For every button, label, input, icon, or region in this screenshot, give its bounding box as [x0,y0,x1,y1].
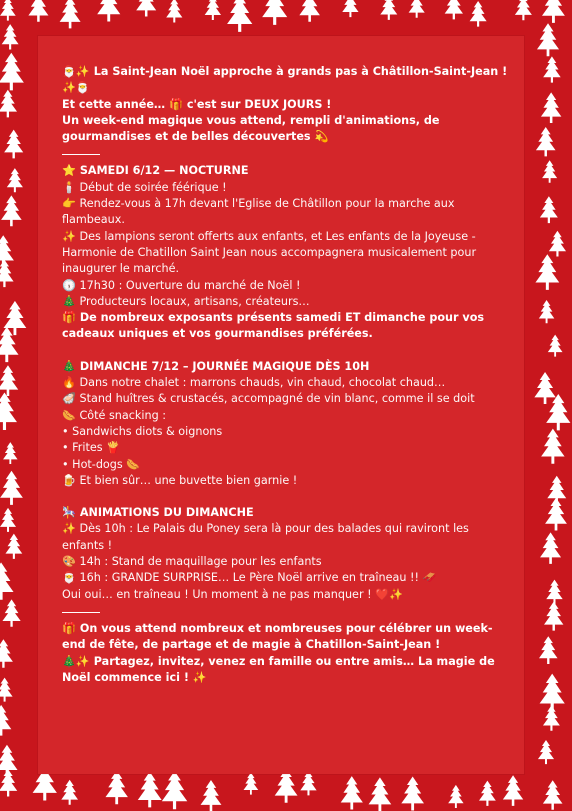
intro-line-1: 🎅✨ La Saint-Jean Noël approche à grands pas à Châtillon-Saint-Jean ! ✨🎅 [62,65,508,95]
tree-icon [105,770,127,804]
tree-icon [205,0,221,20]
tree-icon [341,776,363,809]
tree-icon [539,300,555,323]
animations-item: Oui oui… en traîneau ! Un moment à ne pas manquer ! ❤️✨ [62,587,403,601]
animations-item: 🎅 16h : GRANDE SURPRISE… Le Père Noël arrive en traîneau !! 🛷 [62,571,437,585]
tree-icon [0,769,17,796]
tree-icon [0,260,14,288]
tree-icon [28,0,48,22]
tree-icon [541,92,561,123]
dimanche-item: 🍺 Et bien sûr… une buvette bien garnie ! [62,473,298,487]
divider [62,154,100,155]
tree-icon [546,580,562,605]
tree-icon [470,1,487,27]
tree-icon [60,0,81,28]
intro-line-2: Et cette année… 🎁 c'est sur DEUX JOURS ! [62,97,332,111]
tree-icon [162,771,188,809]
tree-icon [97,0,120,21]
tree-icon [409,0,425,18]
divider [62,612,100,613]
tree-icon [540,196,558,223]
tree-icon [515,0,532,20]
tree-icon [542,160,557,183]
tree-icon [61,780,78,805]
tree-icon [546,394,570,430]
samedi-title: ⭐ SAMEDI 6/12 — NOCTURNE [62,164,249,178]
tree-icon [0,90,17,118]
tree-icon [0,639,13,667]
tree-icon [0,562,14,599]
samedi-item: 👉 Rendez-vous à 17h devant l'Eglise de Châtillon pour la marche aux flambeaux. [62,197,455,227]
dimanche-item: • Sandwichs diots & oignons [62,424,223,438]
tree-icon [479,781,496,806]
intro-line-3: Un week-end magique vous attend, rempli d'animations, de gourmandises et de belles découvertes 💫 [62,113,440,144]
tree-icon [543,780,563,809]
dimanche-title: 🎄 DIMANCHE 7/12 – JOURNÉE MAGIQUE DÈS 10H [62,359,370,373]
dimanche-item: • Frites 🍟 [62,441,121,455]
tree-icon [2,599,20,626]
animations-item: ✨ Dès 10h : Le Palais du Poney sera là pour des balades qui raviront les enfants ! [62,522,469,552]
tree-icon [544,602,563,631]
tree-icon [166,0,182,23]
animations-item: 🎨 14h : Stand de maquillage pour les enfants [62,555,322,569]
tree-icon [4,130,23,159]
tree-icon [535,254,559,290]
samedi-item: 🎄 Producteurs locaux, artisans, créateurs… [62,294,310,308]
tree-icon [7,168,23,192]
tree-icon [0,471,23,505]
samedi-item: 🕯️ Début de soirée féérique ! [62,180,227,194]
tree-icon [342,0,358,17]
dimanche-item: • Hot-dogs 🌭 [62,457,141,471]
announcement-text [62,64,512,686]
dimanche-item: 🌭 Côté snacking : [62,408,166,422]
tree-icon [227,0,252,32]
tree-icon [244,773,259,795]
tree-icon [542,0,565,23]
tree-icon [201,780,222,811]
tree-icon [0,678,13,702]
animations-title: 🎠 ANIMATIONS DU DIMANCHE [62,506,254,520]
tree-icon [0,0,16,21]
tree-icon [549,231,566,257]
tree-icon [541,429,564,464]
tree-icon [262,0,287,25]
tree-icon [0,508,16,532]
tree-icon [540,532,561,564]
tree-icon [380,0,397,20]
tree-icon [369,777,392,811]
samedi-item: ✨ Des lampions seront offerts aux enfants, et Les enfants de la Joyeuse - Harmonie de Chatillon Saint Jean nous accompagnera musicalement pour inaugurer le marché. [62,229,477,276]
tree-icon [538,740,554,764]
tree-icon [503,775,523,806]
tree-icon [0,392,17,430]
tree-icon [0,235,14,267]
tree-icon [539,636,558,664]
tree-icon [548,335,563,357]
tree-icon [0,705,11,736]
tree-icon [537,23,559,56]
outro-line-2: 🎄✨ Partagez, invitez, venez en famille ou entre amis… La magie de Noël commence ici ! ✨ [62,654,495,684]
tree-icon [401,776,424,810]
tree-icon [0,365,18,396]
tree-icon [540,674,565,712]
samedi-highlight: 🎁 De nombreux exposants présents samedi ET dimanche pour vos cadeaux uniques et vos gourmandises préférées. [62,311,485,341]
outro-line-1: 🎁 On vous attend nombreux et nombreuses pour célébrer un week-end de fête, de partage et de magie à Chatillon-Saint-Jean ! [62,621,493,652]
tree-icon [136,0,156,17]
tree-icon [545,498,567,531]
tree-icon [5,534,22,559]
tree-icon [536,127,556,156]
tree-icon [299,0,320,22]
tree-icon [445,0,463,19]
samedi-item: 🕠 17h30 : Ouverture du marché de Noël ! [62,278,301,292]
tree-icon [0,53,24,91]
tree-icon [3,442,18,464]
tree-icon [1,195,22,226]
tree-icon [534,372,555,404]
tree-icon [300,771,316,795]
tree-icon [138,772,162,808]
tree-icon [543,56,561,82]
tree-icon [448,785,463,808]
tree-icon [2,24,19,49]
dimanche-item: 🔥 Dans notre chalet : marrons chauds, vin chaud, chocolat chaud… [62,376,446,390]
tree-icon [543,705,560,730]
dimanche-item: 🦪 Stand huîtres & crustacés, accompagné de vin blanc, comme il se doit [62,392,475,406]
